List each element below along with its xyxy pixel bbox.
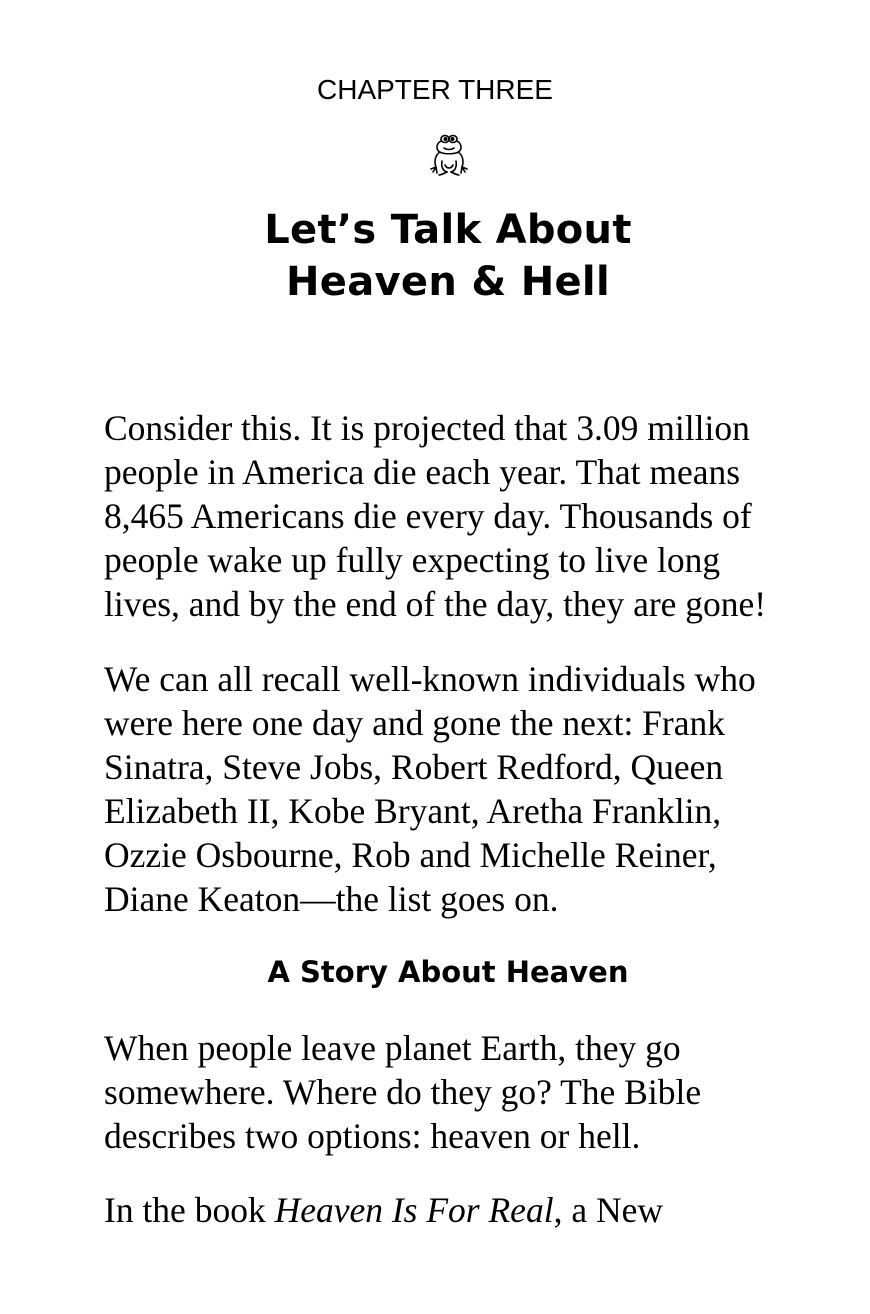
frog-icon xyxy=(425,131,473,179)
text-line: describes two options: heaven or hell. xyxy=(104,1116,641,1156)
text-line: people in America die each year. That means xyxy=(104,452,741,492)
text-line: Sinatra, Steve Jobs, Robert Redford, Queen xyxy=(104,747,724,787)
text-line: We can all recall well-known individuals who xyxy=(104,659,756,699)
text-line: Diane Keaton—the list goes on. xyxy=(104,879,559,919)
text-line: When people leave planet Earth, they go xyxy=(104,1028,681,1068)
text-line: Elizabeth II, Kobe Bryant, Aretha Franklin, xyxy=(104,791,722,831)
section-subheading: A Story About Heaven xyxy=(267,955,629,989)
text-line: Consider this. It is projected that 3.09 million xyxy=(104,408,750,448)
chapter-title xyxy=(0,204,870,308)
text-line: people wake up fully expecting to live long xyxy=(104,540,721,580)
text-line: lives, and by the end of the day, they are gone! xyxy=(104,584,767,624)
text-line: were here one day and gone the next: Frank xyxy=(104,703,726,743)
paragraph-3 xyxy=(104,1026,701,1158)
text-line: 8,465 Americans die every day. Thousands of xyxy=(104,496,752,536)
paragraph-2 xyxy=(104,657,756,921)
text-line: somewhere. Where do they go? The Bible xyxy=(104,1072,702,1112)
paragraph-1 xyxy=(104,406,766,626)
book-title: Heaven Is For Real xyxy=(274,1190,554,1230)
paragraph-4 xyxy=(104,1188,663,1232)
title-line: Heaven & Hell xyxy=(286,259,610,305)
text-run: In the book xyxy=(104,1190,275,1230)
title-line: Let’s Talk About xyxy=(264,207,632,253)
text-line: Ozzie Osbourne, Rob and Michelle Reiner, xyxy=(104,835,717,875)
chapter-label: CHAPTER THREE xyxy=(317,74,553,105)
text-run: , a New xyxy=(553,1190,663,1230)
